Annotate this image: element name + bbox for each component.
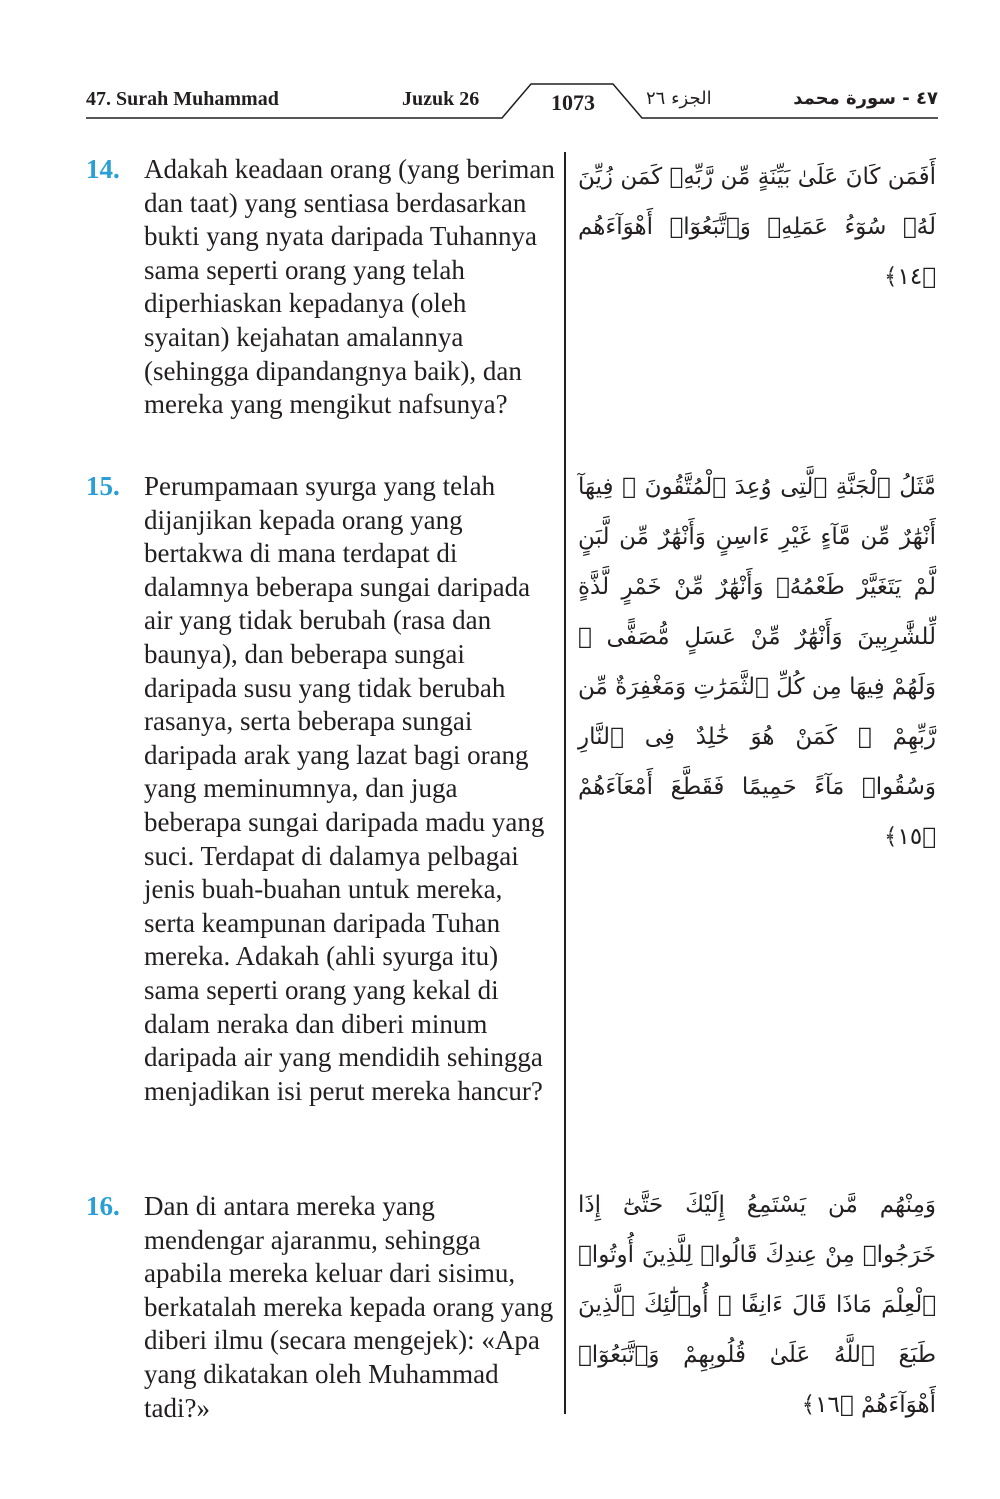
- verse-text: Perumpamaan syurga yang telah dijanjikan kepada orang yang bertakwa di mana terdapat di dalamnya beberapa sungai daripada air yang tidak berubah (rasa dan baunya), dan beberapa sungai daripada susu yang tidak berubah rasanya, serta beberapa sungai daripada arak yang lazat bagi orang yang meminumnya, dan juga beberapa sungai daripada madu yang suci. Terdapat di dalamya pelbagai jenis buah-buahan untuk mereka, serta keampunan daripada Tuhan mereka. Adakah (ahli syurga itu) sama seperti orang yang kekal di dalam neraka dan diberi minum daripada air yang mendidih sehingga menjadikan isi perut mereka hancur?: [144, 471, 545, 1106]
- juz-label: Juzuk 26: [402, 88, 480, 110]
- verse-text: Adakah keadaan orang (yang beriman dan taat) yang sentiasa berdasarkan bukti yang nyata daripada Tuhannya sama seperti orang yang telah diperhiaskan kepadanya (oleh syaitan) kejahatan amalannya (sehingga dipandangnya baik), dan mereka yang mengikut nafsunya?: [144, 154, 555, 420]
- verse-number: 14.: [86, 154, 120, 184]
- column-divider: [564, 152, 566, 1414]
- verse-16-arabic: وَمِنْهُم مَّن يَسْتَمِعُ إِلَيْكَ حَتَّىٰٓ إِذَا خَرَجُوا۟ مِنْ عِندِكَ قَالُوا۟ لِلَّذِينَ أُوتُوا۟ ٱلْعِلْمَ مَاذَا قَالَ ءَانِفًا ۚ أُو۟لَٰٓئِكَ ٱلَّذِينَ طَبَعَ ٱللَّهُ عَلَىٰ قُلُوبِهِمْ وَٱتَّبَعُوٓا۟ أَهْوَآءَهُمْ ﴿١٦﴾: [578, 1192, 936, 1418]
- verse-14-arabic: أَفَمَن كَانَ عَلَىٰ بَيِّنَةٍ مِّن رَّبِّهِۦ كَمَن زُيِّنَ لَهُۥ سُوٓءُ عَمَلِهِۦ وَٱتَّبَعُوٓا۟ أَهْوَآءَهُم ﴿١٤﴾: [578, 164, 936, 290]
- page-number: 1073: [551, 90, 595, 115]
- verse-14-translation: [86, 153, 556, 422]
- juz-label-arabic: الجزء ٢٦: [646, 88, 712, 109]
- verse-15-translation: [86, 470, 556, 1108]
- verse-16-translation: [86, 1190, 556, 1425]
- verse-15-arabic: مَّثَلُ ٱلْجَنَّةِ ٱلَّتِى وُعِدَ ٱلْمُتَّقُونَ ۖ فِيهَآ أَنْهَٰرٌ مِّن مَّآءٍ غَيْرِ ءَاسِنٍ وَأَنْهَٰرٌ مِّن لَّبَنٍ لَّمْ يَتَغَيَّرْ طَعْمُهُۥ وَأَنْهَٰرٌ مِّنْ خَمْرٍ لَّذَّةٍ لِّلشَّٰرِبِينَ وَأَنْهَٰرٌ مِّنْ عَسَلٍ مُّصَفًّى ۖ وَلَهُمْ فِيهَا مِن كُلِّ ٱلثَّمَرَٰتِ وَمَغْفِرَةٌ مِّن رَّبِّهِمْ ۖ كَمَنْ هُوَ خَٰلِدٌ فِى ٱلنَّارِ وَسُقُوا۟ مَآءً حَمِيمًا فَقَطَّعَ أَمْعَآءَهُمْ ﴿١٥﴾: [578, 474, 936, 850]
- surah-title-arabic: ٤٧ - سورة محمد: [793, 88, 938, 109]
- verse-text: Dan di antara mereka yang mendengar ajaranmu, sehingga apabila mereka keluar dari sisimu, berkatalah mereka kepada orang yang diberi ilmu (secara mengejek): «Apa yang dikatakan oleh Muhammad tadi?»: [144, 1191, 554, 1423]
- verse-number: 16.: [86, 1191, 120, 1221]
- page-header: [86, 80, 938, 124]
- surah-title: 47. Surah Muhammad: [86, 88, 279, 110]
- verse-number: 15.: [86, 471, 120, 501]
